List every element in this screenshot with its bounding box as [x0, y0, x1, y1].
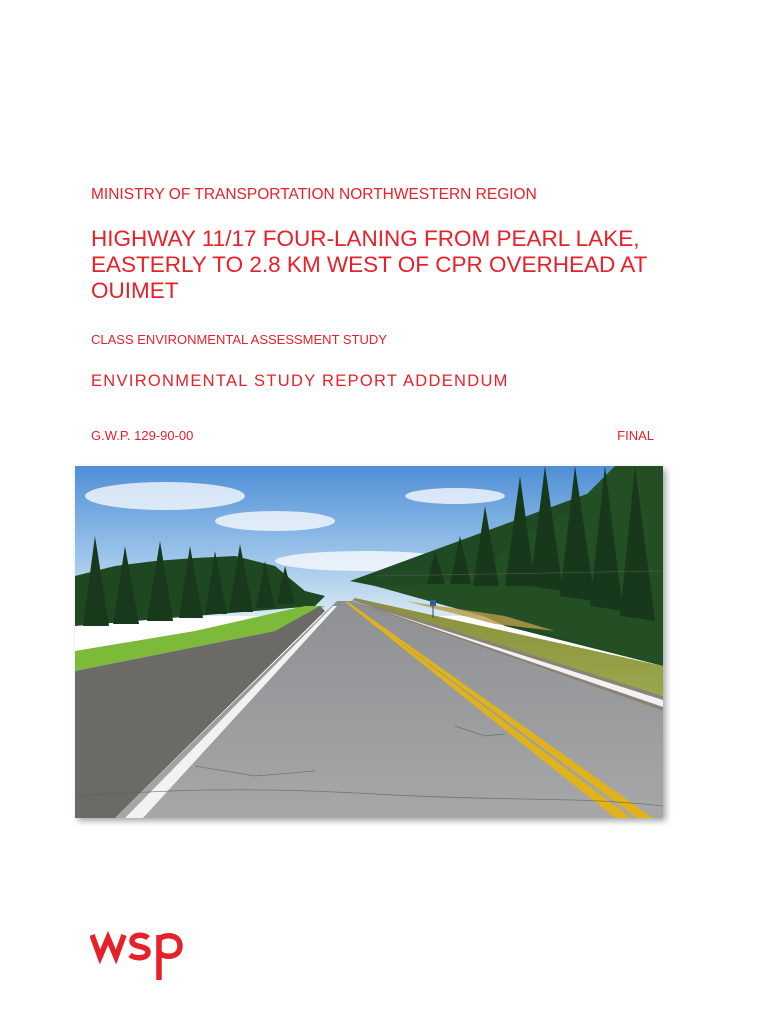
report-subtitle: ENVIRONMENTAL STUDY REPORT ADDENDUM: [91, 372, 509, 390]
highway-road-photo: [75, 466, 663, 818]
gwp-number: G.W.P. 129-90-00: [91, 428, 194, 443]
ministry-heading: MINISTRY OF TRANSPORTATION NORTHWESTERN REGION: [91, 186, 537, 203]
wsp-logo: [90, 926, 190, 982]
status-label: FINAL: [617, 428, 654, 443]
study-type: CLASS ENVIRONMENTAL ASSESSMENT STUDY: [91, 332, 387, 347]
report-title: HIGHWAY 11/17 FOUR-LANING FROM PEARL LAKE, EASTERLY TO 2.8 KM WEST OF CPR OVERHEAD AT OUIMET: [91, 226, 647, 303]
